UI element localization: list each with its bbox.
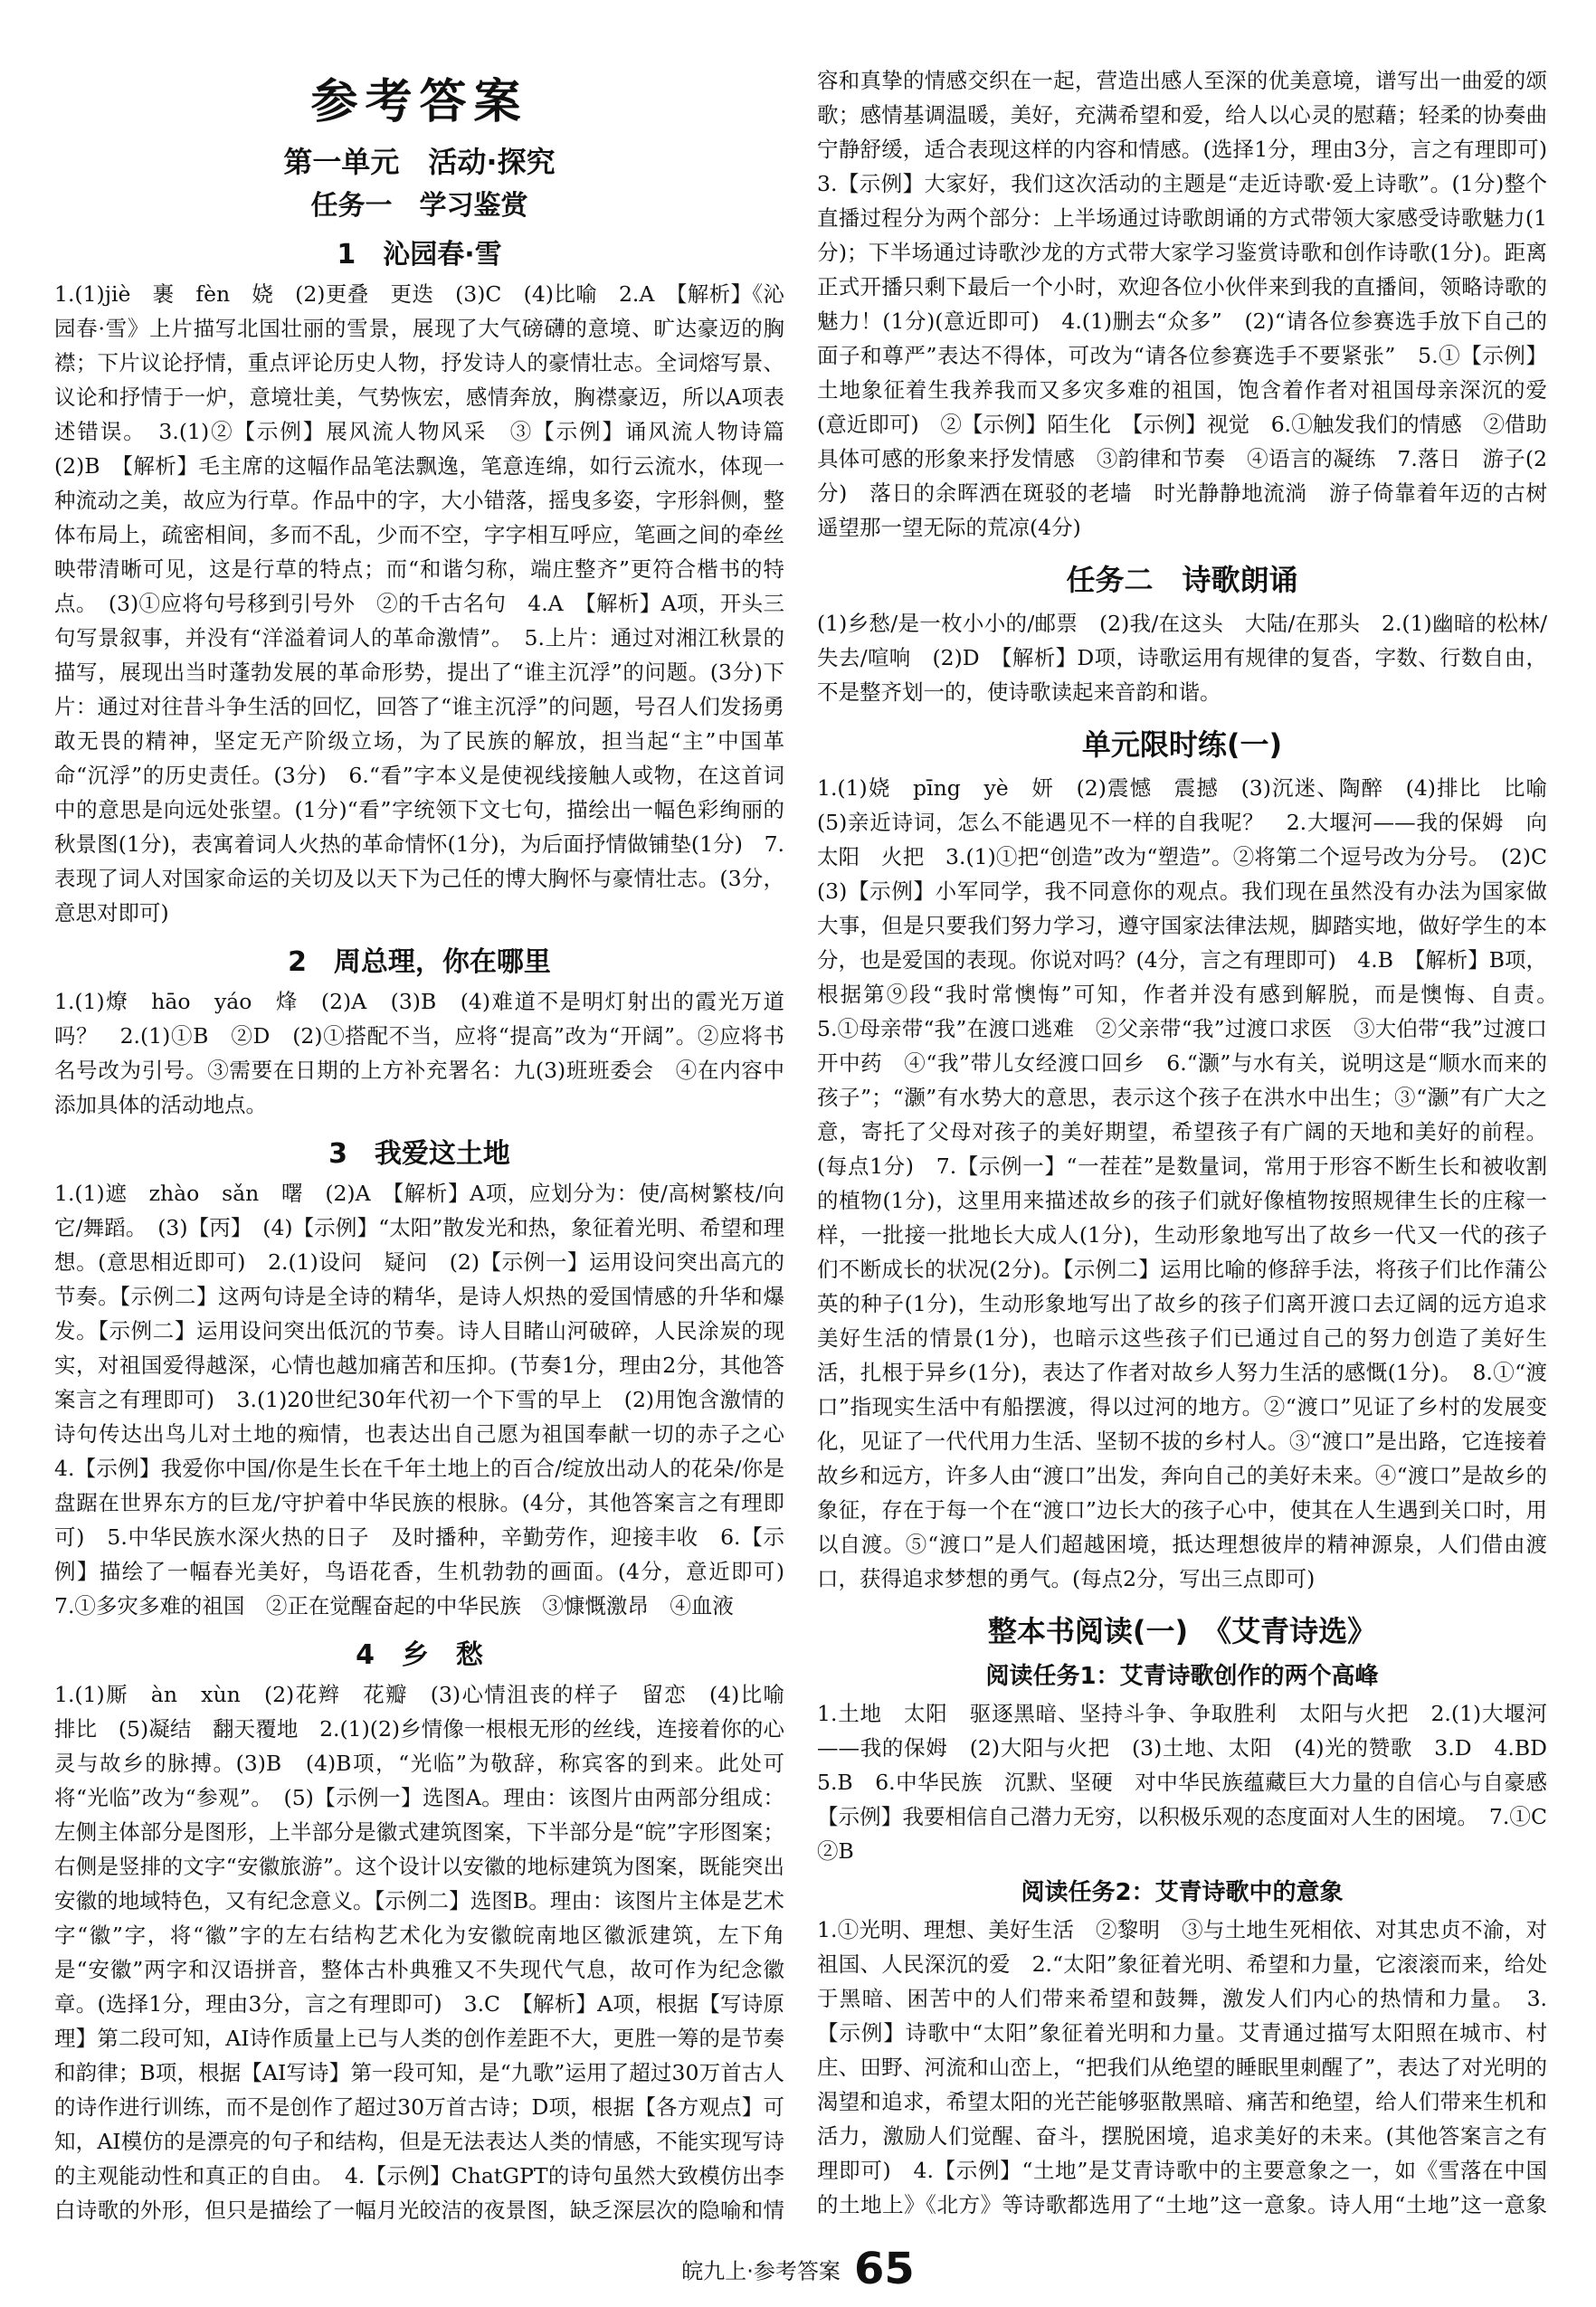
page-number: 65 bbox=[853, 2244, 915, 2294]
task-2-title: 任务二 诗歌朗诵 bbox=[1066, 563, 1298, 597]
reading-task-1-answers: 1.土地 太阳 驱逐黑暗、坚持斗争、争取胜利 太阳与火把 2.(1)大堰河——我的保姆 (2)大阳与火把 (3)土地、太阳 (4)光的赞歌 3.D 4.BD 5.B 6.中华民族 沉默、坚硬 对中华民族蕴藏巨大力量的自信心与自豪感 【示例】我要相信自己潜力无穷，以积极乐观的态度面对人生的困境。 7.①C ②B bbox=[817, 1701, 1547, 1864]
lesson-4-answers: 1.(1)厮 àn xùn (2)花辫 花瓣 (3)心情沮丧的样子 留恋 (4)比喻 排比 (5)凝结 翻天覆地 2.(1)(2)乡情像一根根无形的丝线，连接着你的心灵与故乡的脉搏。(3)B (4)B项，“光临”为敬辞，称宾客的到来。此处可将“光临”改为“参观”。 (5)【示例一】选图A。理由：该图片由两部分组成：左侧主体部分是图形，上半部分是徽式建筑图案，下半部分是“皖”字形图案；右侧是竖排的文字“安徽旅游”。这个设计以安徽的地标建筑为图案，既能突出安徽的地域特色，又有纪念意义。【示例二】选图B。理由：该图片主体是艺术字“徽”字，将“徽”字的左右结构艺术化为安徽皖南地区徽派建筑，左下角是“安徽”两字和汉语拼音，整体古朴典雅又不失现代气息，故可作为纪念徽章。(选择1分，理由3分，言之有理即可) 3.C 【解析】A项，根据【写诗原理】第二段可知，AI诗作质量上已与人类的创作差距不大，更胜一筹的是节奏和韵律；B项，根据【AI写诗】第一段可知，是“九歌”运用了超过30万首古人的诗作进行训练，而不是创作了超过30万首古诗；D项，根据【各方观点】可知，AI模仿的是漂亮的句子和结构，但是无法表达人类的情感，不能实现写诗的主观能动性和真正的自由。 4.【示例】ChatGPT的诗句虽然大致模仿出李白诗歌的外形，但只是描绘了一幅月光皎洁的夜景图，缺乏深层次的隐喻和情 bbox=[54, 1682, 784, 2223]
lesson-5-continued: 容和真挚的情感交织在一起，营造出感人至深的优美意境，谱写出一曲爱的颂歌；感情基调温暖，美好，充满希望和爱，给人以心灵的慰藉；轻柔的协奏曲宁静舒缓，适合表现这样的内容和情感。(选择1分，理由3分，言之有理即可) 3.【示例】大家好，我们这次活动的主题是“走近诗歌·爱上诗歌”。(1分)整个直播过程分为两个部分：上半场通过诗歌朗诵的方式带领大家感受诗歌魅力(1分)；下半场通过诗歌沙龙的方式带大家学习鉴赏诗歌和创作诗歌(1分)。距离正式开播只剩下最后一个小时，欢迎各位小伙伴来到我的直播间，领略诗歌的魅力！(1分)(意近即可) 4.(1)删去“众多” (2)“请各位参赛选手放下自己的面子和尊严”表达不得体，可改为“请各位参赛选手不要紧张” 5.①【示例】土地象征着生我养我而又多灾多难的祖国，饱含着作者对祖国母亲深沉的爱(意近即可) ②【示例】陌生化 【示例】视觉 6.①触发我们的情感 ②借助具体可感的形象来抒发情感 ③韵律和节奏 ④语言的凝练 7.落日 游子(2分) 落日的余晖洒在斑驳的老墙 时光静静地流淌 游子倚靠着年迈的古树遥望那一望无际的荒凉(4分) bbox=[817, 68, 1547, 540]
lesson-2-title: 2 周总理，你在哪里 bbox=[288, 946, 551, 978]
lesson-4-title: 4 乡 愁 bbox=[356, 1639, 483, 1671]
reading-task-2-answers: 1.①光明、理想、美好生活 ②黎明 ③与土地生死相依、对其忠贞不渝，对祖国、人民深沉的爱 2.“太阳”象征着光明、希望和力量，它滚滚而来，给处于黑暗、困苦中的人们带来希望和鼓舞，激发人们内心的热情和力量。 3.【示例】诗歌中“太阳”象征着光明和力量。艾青通过描写太阳照在城市、村庄、田野、河流和山峦上，“把我们从绝望的睡眠里刺醒了”，表达了对光明的渴望和追求，希望太阳的光芒能够驱散黑暗、痛苦和绝望，给人们带来生机和活力，激励人们觉醒、奋斗，摆脱困境，追求美好的未来。(其他答案言之有理即可) 4.【示例】“土地”是艾青诗歌中的主要意象之一，如《雪落在中国的土地上》《北方》等诗歌都选用了“土地”这一意象。诗人用“土地”这一意象 bbox=[817, 1917, 1547, 2217]
page-title: 参考答案 bbox=[310, 75, 528, 129]
task-2-answers: (1)乡愁/是一枚小小的/邮票 (2)我/在这头 大陆/在那头 2.(1)幽暗的松林/失去/喧响 (2)D 【解析】D项，诗歌运用有规律的复沓，字数、行数自由，不是整齐划一的，使诗歌读起来音韵和谐。 bbox=[817, 611, 1547, 705]
reading-task-2-title: 阅读任务2：艾青诗歌中的意象 bbox=[1021, 1879, 1344, 1906]
left-column bbox=[54, 136, 784, 2226]
unit-title: 第一单元 活动·探究 bbox=[283, 145, 556, 179]
lesson-1-title: 1 沁园春·雪 bbox=[337, 239, 502, 271]
unit-drill-title: 单元限时练(一) bbox=[1081, 727, 1283, 762]
right-column bbox=[817, 63, 1547, 2226]
lesson-3-title: 3 我爱这土地 bbox=[328, 1138, 510, 1170]
unit-drill-answers: 1.(1)娆 pīng yè 妍 (2)震憾 震撼 (3)沉迷、陶醉 (4)排比 比喻 (5)亲近诗词，怎么不能遇见不一样的自我呢？ 2.大堰河——我的保姆 向太阳 火把 3.(1)①把“创造”改为“塑造”。②将第二个逗号改为分号。 (2)C (3)【示例】小军同学，我不同意你的观点。我们现在虽然没有办法为国家做大事，但是只要我们努力学习，遵守国家法律法规，脚踏实地，做好学生的本分，也是爱国的表现。你说对吗？(4分，言之有理即可) 4.B 【解析】B项，根据第⑨段“我时常懊悔”可知，作者并没有感到解脱，而是懊悔、自责。 5.①母亲带“我”在渡口逃难 ②父亲带“我”过渡口求医 ③大伯带“我”过渡口开中药 ④“我”带儿女经渡口回乡 6.“灏”与水有关，说明这是“顺水而来的孩子”；“灏”有水势大的意思，表示这个孩子在洪水中出生；③“灏”有广大之意，寄托了父母对孩子的美好期望，希望孩子有广阔的天地和美好的前程。(每点1分) 7.【示例一】“一茬茬”是数量词，常用于形容不断生长和被收割的植物(1分)，这里用来描述故乡的孩子们就好像植物按照规律生长的庄稼一样，一批接一批地长大成人(1分)，生动形象地写出了故乡一代又一代的孩子们不断成长的状况(2分)。【示例二】运用比喻的修辞手法，将孩子们比作蒲公英的种子(1分)，生动形象地写出了故乡的孩子们离开渡口去辽阔的远方追求美好生活的情景(1分)，也暗示这些孩子们已通过自己的努力创造了美好生活，扎根于异乡(1分)，表达了作者对故乡人努力生活的感慨(1分)。 8.①“渡口”指现实生活中有船摆渡，得以过河的地方。②“渡口”见证了乡村的发展变化，见证了一代代用力生活、坚韧不拔的乡村人。③“渡口”是出路，它连接着故乡和远方，许多人由“渡口”出发，奔向自己的美好未来。④“渡口”是故乡的象征，存在于每一个在“渡口”边长大的孩子心中，使其在人生遇到关口时，用以自渡。⑤“渡口”是人们超越困境，抵达理想彼岸的精神源泉，人们借由渡口，获得追求梦想的勇气。(每点2分，写出三点即可) bbox=[817, 775, 1547, 1591]
lesson-3-answers: 1.(1)遮 zhào sǎn 曙 (2)A 【解析】A项，应划分为：使/高树繁枝/向它/舞蹈。 (3)【丙】 (4)【示例】“太阳”散发光和热，象征着光明、希望和理想。(意思相近即可) 2.(1)设问 疑问 (2)【示例一】运用设问突出高亢的节奏。【示例二】这两句诗是全诗的精华，是诗人炽热的爱国情感的升华和爆发。【示例二】运用设问突出低沉的节奏。诗人目睹山河破碎，人民涂炭的现实，对祖国爱得越深，心情也越加痛苦和压抑。(节奏1分，理由2分，其他答案言之有理即可) 3.(1)20世纪30年代初一个下雪的早上 (2)用饱含激情的诗句传达出鸟儿对土地的痴情，也表达出自己愿为祖国奉献一切的赤子之心 4.【示例】我爱你中国/你是生长在千年土地上的百合/绽放出动人的花朵/你是盘踞在世界东方的巨龙/守护着中华民族的根脉。(4分，其他答案言之有理即可) 5.中华民族水深火热的日子 及时播种，辛勤劳作，迎接丰收 6.【示例】描绘了一幅春光美好，鸟语花香，生机勃勃的画面。(4分，意近即可) 7.①多灾多难的祖国 ②正在觉醒奋起的中华民族 ③慷慨激昂 ④血液 bbox=[54, 1181, 784, 1619]
reading-task-1-title: 阅读任务1：艾青诗歌创作的两个高峰 bbox=[985, 1663, 1379, 1690]
lesson-2-answers: 1.(1)燎 hāo yáo 烽 (2)A (3)B (4)难道不是明灯射出的霞光万道吗？ 2.(1)①B ②D (2)①搭配不当，应将“提高”改为“开阔”。②应将书名号改为引号。③需要在日期的上方补充署名：九(3)班班委会 ④在内容中添加具体的活动地点。 bbox=[54, 989, 784, 1117]
page-footer bbox=[0, 2244, 1596, 2294]
lesson-1-answers: 1.(1)jiè 裹 fèn 娆 (2)更叠 更迭 (3)C (4)比喻 2.A 【解析】《沁园春·雪》上片描写北国壮丽的雪景，展现了大气磅礴的意境、旷达豪迈的胸襟；下片议论抒情，重点评论历史人物，抒发诗人的豪情壮志。全词熔写景、议论和抒情于一炉，意境壮美，气势恢宏，感情奔放，胸襟豪迈，所以A项表述错误。 3.(1)②【示例】展风流人物风采 ③【示例】诵风流人物诗篇 (2)B 【解析】毛主席的这幅作品笔法飘逸，笔意连绵，如行云流水，体现一种流动之美，故应为行草。作品中的字，大小错落，摇曳多姿，字形斜侧，整体布局上，疏密相间，多而不乱，少而不空，字字相互呼应，笔画之间的牵丝映带清晰可见，这是行草的特点；而“和谐匀称，端庄整齐”更符合楷书的特点。 (3)①应将句号移到引号外 ②的千古名句 4.A 【解析】A项，开头三句写景叙事，并没有“洋溢着词人的革命激情”。 5.上片：通过对湘江秋景的描写，展现出当时蓬勃发展的革命形势，提出了“谁主沉浮”的问题。(3分)下片：通过对往昔斗争生活的回忆，回答了“谁主沉浮”的问题，号召人们发扬勇敢无畏的精神，坚定无产阶级立场，为了民族的解放，担当起“主”中国革命“沉浮”的历史责任。(3分) 6.“看”字本义是使视线接触人或物，在这首词中的意思是向远处张望。(1分)“看”字统领下文七句，描绘出一幅色彩绚丽的秋景图(1分)，表寓着词人火热的革命情怀(1分)，为后面抒情做铺垫(1分) 7.表现了词人对国家命运的关切及以天下为己任的博大胸怀与豪情壮志。(3分，意思对即可) bbox=[54, 281, 784, 926]
book-reading-title: 整本书阅读(一) 《艾青诗选》 bbox=[987, 1614, 1377, 1648]
task-title: 任务一 学习鉴赏 bbox=[310, 190, 528, 222]
footer-label: 皖九上·参考答案 bbox=[681, 2258, 841, 2284]
